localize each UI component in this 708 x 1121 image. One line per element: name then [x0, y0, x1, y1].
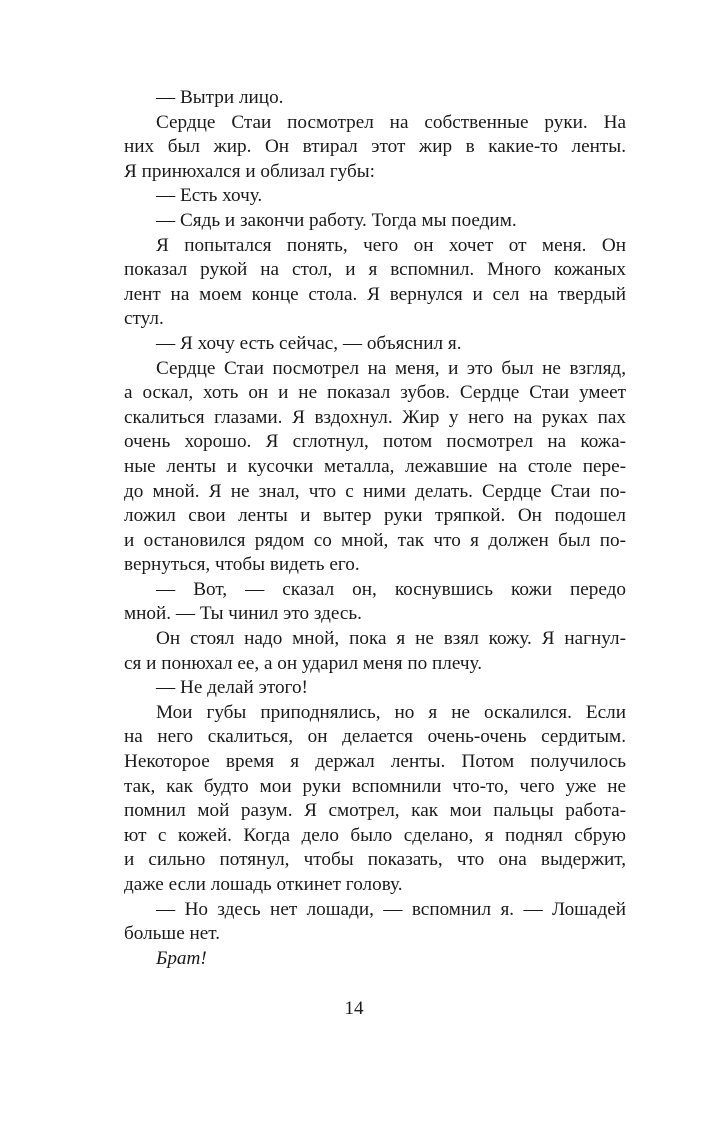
text-line: так, как будто мои руки вспомнили что-то, чего уже не — [124, 775, 626, 797]
text-line: лент на моем конце стола. Я вернулся и сел на твердый — [124, 283, 626, 305]
text-line: — Вытри лицо. — [156, 87, 284, 108]
text-line: стул. — [124, 308, 164, 330]
text-line: и остановился рядом со мной, так что я должен был по- — [124, 529, 626, 551]
text-line: на него скалиться, он делается очень-очень сердитым. — [124, 726, 626, 748]
text-line: Мои губы приподнялись, но я не оскалился. Если — [156, 701, 626, 723]
body-text — [124, 86, 626, 971]
text-line: скалиться глазами. Я вздохнул. Жир у него на руках пах — [124, 406, 626, 428]
text-line: даже если лошадь откинет голову. — [124, 874, 403, 895]
text-line: — Я хочу есть сейчас, — объяснил я. — [156, 332, 462, 354]
text-line: показал рукой на стол, и я вспомнил. Много кожаных — [124, 259, 626, 281]
text-line: Я попытался понять, чего он хочет от меня. Он — [156, 234, 626, 256]
text-line: — Не делай этого! — [156, 677, 308, 699]
text-line: ют с кожей. Когда дело было сделано, я поднял сбрую — [124, 824, 626, 846]
text-line: Он стоял надо мной, пока я не взял кожу. Я нагнул- — [156, 628, 626, 650]
text-line: и сильно потянул, чтобы показать, что она выдержит, — [124, 849, 626, 871]
text-line: Я принюхался и облизал губы: — [124, 160, 375, 182]
text-line: ные ленты и кусочки металла, лежавшие на столе пере- — [124, 455, 626, 477]
text-line: — Вот, — сказал он, коснувшись кожи передо — [156, 578, 626, 600]
text-line: Сердце Стаи посмотрел на собственные руки. На — [156, 111, 626, 133]
text-line: до мной. Я не знал, что с ними делать. Сердце Стаи по- — [124, 480, 626, 502]
text-line: а оскал, хоть он и не показал зубов. Сердце Стаи умеет — [124, 382, 626, 404]
text-line: Некоторое время я держал ленты. Потом получилось — [124, 751, 626, 773]
text-line: — Сядь и закончи работу. Тогда мы поедим. — [156, 209, 517, 231]
text-line: ложил свои ленты и вытер руки тряпкой. Он подошел — [124, 505, 626, 527]
text-line: очень хорошо. Я сглотнул, потом посмотрел на кожа- — [124, 431, 626, 453]
text-line: помнил мой разум. Я смотрел, как мои пальцы работа- — [124, 800, 626, 822]
text-line: Сердце Стаи посмотрел на меня, и это был не взгляд, — [156, 357, 626, 379]
page-number: 14 — [344, 998, 364, 1019]
text-line: ся и понюхал ее, а он ударил меня по плечу. — [124, 652, 483, 674]
text-line: — Есть хочу. — [156, 185, 263, 207]
text-line: Брат! — [156, 947, 207, 969]
text-line: больше нет. — [124, 923, 221, 945]
text-line: вернуться, чтобы видеть его. — [124, 554, 360, 576]
text-line: них был жир. Он втирал этот жир в какие-то ленты. — [124, 136, 626, 158]
text-line: — Но здесь нет лошади, — вспомнил я. — Лошадей — [156, 898, 626, 920]
text-line: мной. — Ты чинил это здесь. — [124, 603, 362, 625]
